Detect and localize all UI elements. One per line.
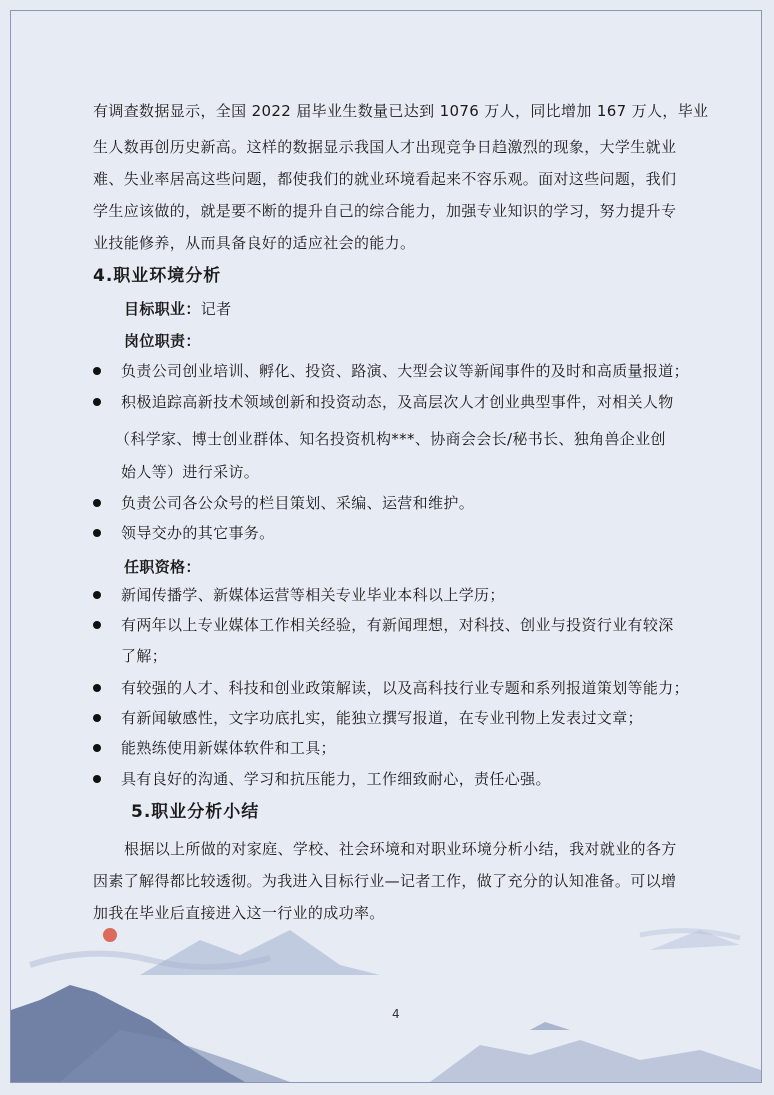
- duties-label: 岗位职责：: [124, 332, 201, 350]
- intro-line-2: 生人数再创历史新高。这样的数据显示我国人才出现竞争日趋激烈的现象，大学生就业: [93, 138, 677, 156]
- bullet-icon: [93, 684, 101, 692]
- intro-line-3: 难、失业率居高这些问题，都使我们的就业环境看起来不容乐观。面对这些问题，我们: [93, 170, 677, 188]
- bullet-icon: [93, 398, 101, 406]
- qual-item-6: 具有良好的沟通、学习和抗压能力，工作细致耐心，责任心强。: [121, 770, 551, 788]
- target-job-row: [124, 299, 231, 319]
- section-5-heading: 5.职业分析小结: [131, 802, 260, 822]
- bullet-icon: [93, 499, 101, 507]
- mountain-far: [140, 930, 380, 975]
- duty-item-4: 领导交办的其它事务。: [121, 524, 275, 542]
- duty-item-2-line-2: （科学家、博士创业群体、知名投资机构***、协商会会长/秘书长、独角兽企业创: [115, 430, 666, 448]
- qual-item-4: 有新闻敏感性，文字功底扎实，能独立撰写报道，在专业刊物上发表过文章；: [121, 709, 643, 727]
- bullet-icon: [93, 621, 101, 629]
- duty-item-3: 负责公司各公众号的栏目策划、采编、运营和维护。: [121, 494, 475, 512]
- summary-line-2: 因素了解得都比较透彻。为我进入目标行业—记者工作，做了充分的认知准备。可以增: [93, 872, 677, 890]
- red-sun-icon: [103, 928, 117, 942]
- bullet-icon: [93, 591, 101, 599]
- bullet-icon: [93, 529, 101, 537]
- summary-line-1: 根据以上所做的对家庭、学校、社会环境和对职业环境分析小结，我对就业的各方: [124, 840, 677, 858]
- bullet-icon: [93, 744, 101, 752]
- bullet-icon: [93, 714, 101, 722]
- intro-line-1: 有调查数据显示，全国 2022 届毕业生数量已达到 1076 万人，同比增加 167 万人，毕业: [93, 102, 709, 120]
- bullet-icon: [93, 367, 101, 375]
- page-number: 4: [392, 1007, 400, 1021]
- mountain-right: [430, 1040, 761, 1082]
- intro-line-4: 学生应该做的，就是要不断的提升自己的综合能力，加强专业知识的学习，努力提升专: [93, 202, 677, 220]
- qualifications-label: 任职资格：: [124, 558, 201, 576]
- duty-item-2-line-1: 积极追踪高新技术领域创新和投资动态，及高层次人才创业典型事件，对相关人物: [121, 393, 674, 411]
- qual-item-5: 能熟练使用新媒体软件和工具；: [121, 739, 336, 757]
- section-4-heading: 4.职业环境分析: [93, 266, 222, 286]
- hill-small-right: [530, 1022, 570, 1030]
- qual-item-2-line-1: 有两年以上专业媒体工作相关经验，有新闻理想，对科技、创业与投资行业有较深: [121, 616, 674, 634]
- bullet-icon: [93, 775, 101, 783]
- target-job-label: 目标职业：: [124, 300, 201, 318]
- duty-item-1: 负责公司创业培训、孵化、投资、路演、大型会议等新闻事件的及时和高质量报道；: [121, 362, 689, 380]
- intro-line-5: 业技能修养，从而具备良好的适应社会的能力。: [93, 234, 416, 252]
- target-job-value: 记者: [200, 300, 232, 318]
- qual-item-3: 有较强的人才、科技和创业政策解读，以及高科技行业专题和系列报道策划等能力；: [121, 679, 689, 697]
- qual-item-1: 新闻传播学、新媒体运营等相关专业毕业本科以上学历；: [121, 586, 505, 604]
- summary-line-3: 加我在毕业后直接进入这一行业的成功率。: [93, 904, 385, 922]
- qual-item-2-line-2: 了解；: [121, 647, 168, 665]
- duty-item-2-line-3: 始人等）进行采访。: [121, 463, 260, 481]
